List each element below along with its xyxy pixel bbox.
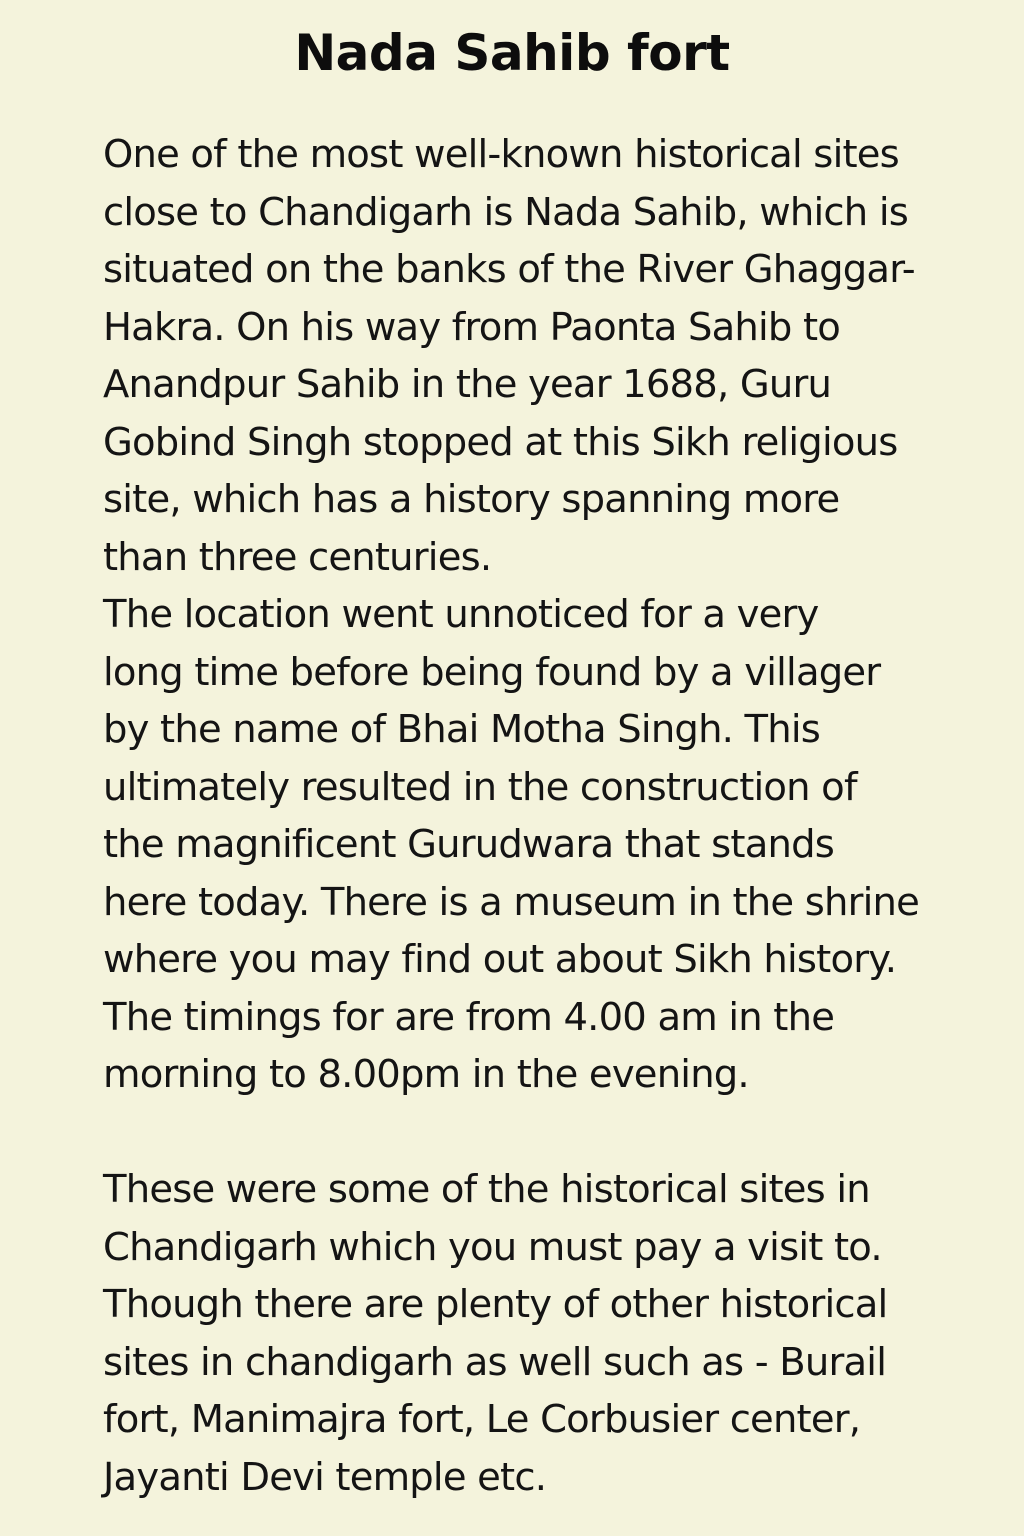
text-line: long time before being found by a villager — [103, 649, 881, 695]
text-line: situated on the banks of the River Ghaggar- — [103, 247, 915, 292]
text-line: sites in chandigarh as well such as - Burail — [103, 1339, 887, 1385]
text-line: Gobind Singh stopped at this Sikh religious — [103, 419, 898, 465]
text-line: close to Chandigarh is Nada Sahib, which is — [103, 189, 908, 235]
page-title: Nada Sahib fort — [294, 24, 730, 82]
text-line: The timings for are from 4.00 am in the — [103, 994, 835, 1040]
paragraph-spacer — [103, 1104, 983, 1162]
text-line: by the name of Bhai Motha Singh. This — [103, 707, 821, 752]
text-line: ultimately resulted in the construction of — [103, 764, 857, 810]
text-line: the magnificent Gurudwara that stands — [103, 822, 835, 867]
text-line: One of the most well-known historical sites — [103, 132, 899, 177]
text-line: morning to 8.00pm in the evening. — [103, 1052, 749, 1097]
text-line: Hakra. On his way from Paonta Sahib to — [103, 304, 841, 350]
text-line: Chandigarh which you must pay a visit to. — [103, 1224, 882, 1270]
article-body — [103, 126, 983, 1506]
text-line: site, which has a history spanning more — [103, 477, 840, 522]
text-line: Jayanti Devi temple etc. — [103, 1454, 547, 1500]
paragraph-conclusion — [103, 1161, 983, 1506]
paragraph-history — [103, 126, 983, 586]
text-line: Anandpur Sahib in the year 1688, Guru — [103, 362, 832, 407]
text-line: Though there are plenty of other historical — [103, 1282, 888, 1327]
text-line: here today. There is a museum in the shrine — [103, 879, 920, 925]
text-line: These were some of the historical sites in — [103, 1167, 870, 1212]
text-line: The location went unnoticed for a very — [103, 592, 819, 637]
paragraph-discovery — [103, 586, 983, 1104]
text-line: fort, Manimajra fort, Le Corbusier center, — [103, 1397, 861, 1442]
text-line: where you may find out about Sikh history. — [103, 937, 897, 982]
text-line: than three centuries. — [103, 534, 492, 580]
